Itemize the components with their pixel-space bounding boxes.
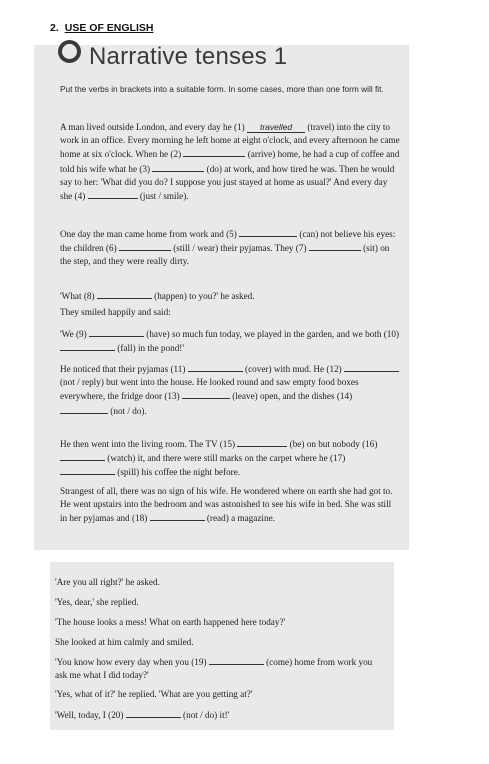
text: (fall) in the pond!' — [117, 343, 185, 354]
dialogue-line-5 — [55, 655, 385, 682]
blank-14[interactable] — [60, 404, 108, 414]
paragraph-5 — [60, 327, 400, 355]
paragraph-4 — [60, 306, 400, 319]
blank-19[interactable] — [209, 655, 264, 665]
text: (happen) to you?' he asked. — [154, 291, 255, 301]
paragraph-2 — [60, 227, 400, 269]
text: 'You know how every day when you (19) — [55, 657, 207, 667]
text: (not / do) it!' — [183, 710, 230, 720]
blank-5[interactable] — [239, 227, 297, 237]
text: (not / do). — [110, 405, 147, 416]
text: (cover) with mud. He (12) — [245, 364, 342, 374]
blank-2[interactable] — [183, 147, 245, 157]
blank-11[interactable] — [188, 362, 243, 372]
text: (just / smile). — [139, 191, 189, 202]
blank-10[interactable] — [60, 341, 115, 351]
text: He then went into the living room. The TV (15) — [60, 439, 236, 449]
blank-20[interactable] — [126, 708, 181, 718]
text: (can) not believe his eyes: the children (6) — [60, 229, 396, 254]
blank-16[interactable] — [60, 451, 105, 461]
text: 'What (8) — [60, 291, 95, 301]
exercise-instructions: Put the verbs in brackets into a suitable form. In some cases, more than one form will fit. — [60, 84, 384, 94]
dialogue-line-3: 'The house looks a mess! What on earth happened here today?' — [55, 617, 286, 627]
blank-17[interactable] — [60, 465, 115, 475]
blank-4[interactable] — [88, 189, 138, 199]
text: (watch) it, and there were still marks on the carpet where he (17) — [107, 453, 346, 464]
dialogue-line-1: 'Are you all right?' he asked. — [55, 577, 160, 587]
exercise-title-text: Narrative tenses 1 — [89, 43, 288, 70]
blank-12[interactable] — [344, 362, 399, 372]
paragraph-7 — [60, 437, 400, 480]
text: (sit) on the step, and they were really dirty. — [60, 243, 390, 267]
dialogue-line-7 — [55, 708, 385, 722]
text: (have) so much fun today, we played in the garden, and we both (10) — [146, 329, 400, 339]
text: 'Well, today, I (20) — [55, 710, 124, 720]
blank-3[interactable] — [152, 162, 204, 172]
text: Strangest of all, there was no sign of his wife. He wondered where on earth she had got to. He went upstairs into the bedroom and was astonished to see his wife in bed. She was still in her pyjamas and (18) — [60, 486, 393, 524]
blank-15[interactable] — [237, 437, 287, 447]
text: They smiled happily and said: — [60, 307, 171, 317]
text: (read) a magazine. — [206, 513, 275, 524]
blank-8[interactable] — [97, 289, 152, 299]
dialogue-line-6: 'Yes, what of it?' he replied. 'What are you getting at?' — [55, 689, 253, 699]
section-title: USE OF ENGLISH — [64, 22, 154, 34]
section-heading — [50, 22, 153, 34]
text: (travel) into the city to work in an office. Every morning he left home at eight o'clock, and every afternoon he came home at six o'clock. When he (2) — [60, 122, 400, 160]
blank-9[interactable] — [89, 327, 144, 337]
text: (do) at work, and how tired he was. Then he would say to her: 'What did you do? I suppose you just stayed at home as usual?' And every day she (4) — [60, 163, 395, 202]
dialogue-line-4: She looked at him calmly and smiled. — [55, 637, 194, 647]
blank-6[interactable] — [119, 241, 171, 251]
text: (leave) open, and the dishes (14) — [232, 391, 353, 402]
text: (come) home from work you ask me what I did today?' — [55, 657, 373, 680]
dialogue-line-2: 'Yes, dear,' she replied. — [55, 597, 139, 607]
text: (still / wear) their pyjamas. They (7) — [173, 243, 307, 254]
blank-13[interactable] — [182, 389, 230, 399]
paragraph-1 — [60, 121, 400, 203]
blank-7[interactable] — [309, 241, 361, 251]
blank-1[interactable]: travelled — [247, 122, 305, 133]
text: One day the man came home from work and (5) — [60, 229, 237, 239]
text: (not / reply) but went into the house. He looked round and saw empty food boxes everywhere, the fridge door (13) — [60, 377, 359, 402]
text: (arrive) home, he had a cup of coffee and told his wife what he (3) — [60, 149, 400, 174]
text: He noticed that their pyjamas (11) — [60, 364, 186, 374]
text: 'We (9) — [60, 329, 87, 339]
section-number: 2. — [50, 22, 59, 34]
blank-18[interactable] — [150, 511, 205, 521]
exercise-number-icon — [58, 40, 81, 63]
paragraph-6 — [60, 362, 400, 418]
paragraph-3 — [60, 289, 400, 303]
paragraph-8 — [60, 485, 400, 526]
text: A man lived outside London, and every day he (1) — [60, 122, 245, 132]
text: (spill) his coffee the night before. — [117, 467, 241, 478]
exercise-title — [58, 40, 287, 71]
text: (be) on but nobody (16) — [289, 439, 378, 449]
